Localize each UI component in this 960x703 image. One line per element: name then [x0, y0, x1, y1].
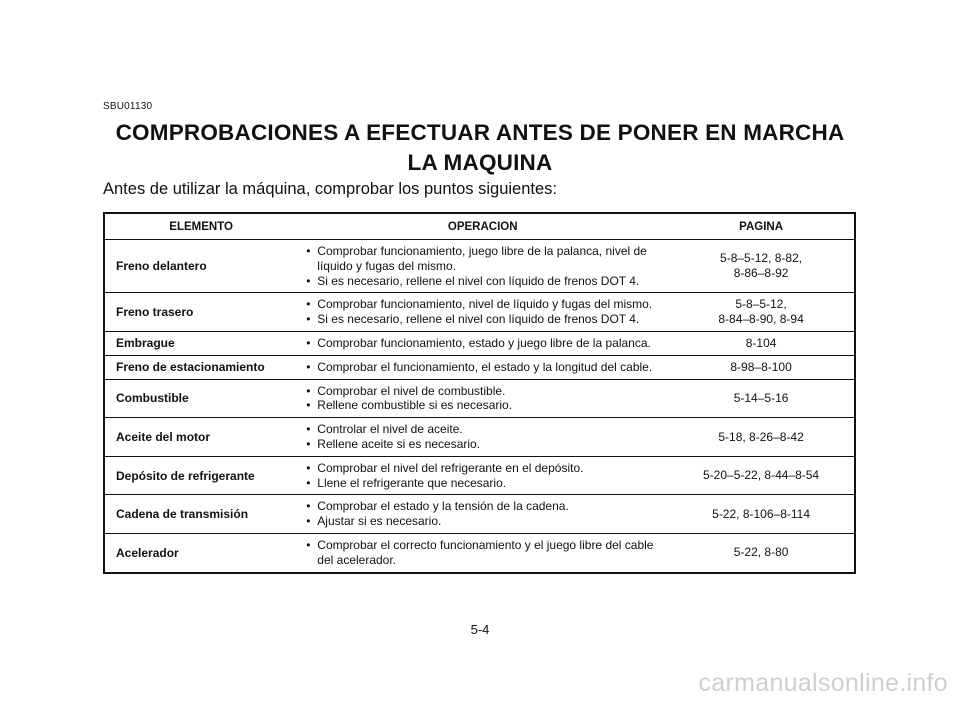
page-reference: 8-98–8-100 [730, 359, 792, 374]
operation-bullet: • Si es necesario, rellene el nivel con líquido de frenos DOT 4. [305, 312, 668, 327]
row-operations [297, 533, 668, 572]
row-pages [668, 456, 855, 495]
row-operations [297, 456, 668, 495]
operation-bullet: • Rellene aceite si es necesario. [305, 437, 668, 452]
row-pages [668, 293, 855, 332]
row-element: Combustible [104, 379, 297, 418]
page-reference: 5-20–5-22, 8-44–8-54 [703, 468, 820, 483]
page-number: 5-4 [470, 622, 490, 637]
row-element: Acelerador [104, 533, 297, 572]
checks-table [103, 212, 856, 574]
row-operations [297, 379, 668, 418]
section-code: SBU01130 [103, 101, 153, 112]
page-reference: 8-84–8-90, 8-94 [718, 312, 804, 327]
row-pages [668, 418, 855, 457]
page-title [100, 118, 860, 178]
header-operation: OPERACION [297, 213, 668, 240]
title-line-2: LA MAQUINA [407, 150, 553, 175]
row-operations [297, 418, 668, 457]
operation-bullet: • Comprobar funcionamiento, juego libre de la palanca, nivel de líquido y fugas del mismo. [305, 244, 668, 274]
page-reference: 8-104 [745, 335, 777, 350]
operation-bullet: • Comprobar el nivel del refrigerante en el depósito. [305, 461, 668, 476]
header-page: PAGINA [668, 213, 855, 240]
operation-bullet: • Rellene combustible si es necesario. [305, 398, 668, 413]
operation-bullet: • Comprobar el funcionamiento, el estado y la longitud del cable. [305, 360, 668, 375]
row-operations [297, 331, 668, 355]
page-reference: 5-22, 8-106–8-114 [712, 506, 810, 521]
page-reference: 5-8–5-12, [735, 297, 787, 312]
row-element: Freno de estacionamiento [104, 355, 297, 379]
row-element: Freno trasero [104, 293, 297, 332]
operation-bullet: • Comprobar el nivel de combustible. [305, 384, 668, 399]
table-row [104, 379, 855, 418]
row-pages [668, 379, 855, 418]
row-pages [668, 495, 855, 534]
watermark: carmanualsonline.info [698, 669, 948, 697]
table-row [104, 331, 855, 355]
row-pages [668, 355, 855, 379]
row-element: Cadena de transmisión [104, 495, 297, 534]
page-reference: 5-22, 8-80 [733, 545, 789, 560]
table-row [104, 456, 855, 495]
page-reference: 5-8–5-12, 8-82, [720, 251, 803, 266]
row-element: Aceite del motor [104, 418, 297, 457]
row-element: Depósito de refrigerante [104, 456, 297, 495]
table-row [104, 240, 855, 293]
row-element: Freno delantero [104, 240, 297, 293]
table-row [104, 418, 855, 457]
row-operations [297, 495, 668, 534]
page-reference: 5-18, 8-26–8-42 [718, 429, 804, 444]
row-operations [297, 240, 668, 293]
operation-bullet: • Comprobar funcionamiento, estado y juego libre de la palanca. [305, 336, 668, 351]
page-reference: 8-86–8-92 [733, 266, 789, 281]
title-line-1: COMPROBACIONES A EFECTUAR ANTES DE PONER EN MARCHA [115, 120, 845, 145]
operation-bullet: • Ajustar si es necesario. [305, 514, 668, 529]
operation-bullet: • Llene el refrigerante que necesario. [305, 476, 668, 491]
table-row [104, 533, 855, 572]
row-element: Embrague [104, 331, 297, 355]
header-element: ELEMENTO [104, 213, 297, 240]
table-row [104, 495, 855, 534]
operation-bullet: • Comprobar el estado y la tensión de la cadena. [305, 499, 668, 514]
row-operations [297, 355, 668, 379]
table-row [104, 293, 855, 332]
table-body [104, 240, 855, 573]
operation-bullet: • Comprobar el correcto funcionamiento y el juego libre del cable del acelerador. [305, 538, 668, 568]
intro-text: Antes de utilizar la máquina, comprobar los puntos siguientes: [103, 180, 557, 198]
row-pages [668, 240, 855, 293]
row-operations [297, 293, 668, 332]
table-row [104, 355, 855, 379]
table-header-row [104, 213, 855, 240]
row-pages [668, 331, 855, 355]
operation-bullet: • Si es necesario, rellene el nivel con líquido de frenos DOT 4. [305, 274, 668, 289]
row-pages [668, 533, 855, 572]
operation-bullet: • Controlar el nivel de aceite. [305, 422, 668, 437]
page-reference: 5-14–5-16 [733, 390, 789, 405]
operation-bullet: • Comprobar funcionamiento, nivel de líquido y fugas del mismo. [305, 297, 668, 312]
